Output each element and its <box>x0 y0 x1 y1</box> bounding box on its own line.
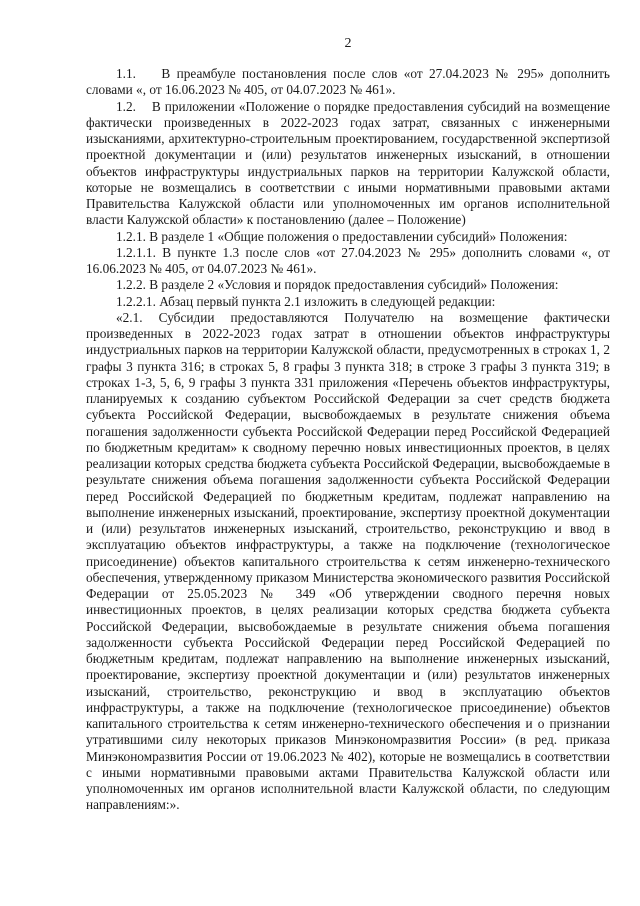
paragraph-1-2: 1.2. В приложении «Положение о порядке предоставления субсидий на возмещение фактически произведенных в 2022-2023 годах затрат, связанных с инженерными изысканиями, архитектурно-строительным проектированием, государственной экспертизой проектной документации и (или) результатов инженерных изысканий, в отношении объектов инфраструктуры индустриальных парков на территории Калужской области, которые не возмещались в соответствии с иными нормативными правовыми актами Правительства Калужской области или уполномоченных им органов исполнительной власти Калужской области» к постановлению (далее – Положение) <box>86 98 610 228</box>
paragraph-1-2-1-1: 1.2.1.1. В пункте 1.3 после слов «от 27.04.2023 № 295» дополнить словами «, от 16.06.2023 № 405, от 04.07.2023 № 461». <box>86 244 610 276</box>
paragraph-1-1: 1.1. В преамбуле постановления после слов «от 27.04.2023 № 295» дополнить словами «, от 16.06.2023 № 405, от 04.07.2023 № 461». <box>86 66 610 98</box>
paragraph-1-2-2-1: 1.2.2.1. Абзац первый пункта 2.1 изложить в следующей редакции: <box>116 293 496 309</box>
paragraph-1-2-1: 1.2.1. В разделе 1 «Общие положения о предоставлении субсидий» Положения: <box>116 228 568 244</box>
document-body <box>86 66 610 814</box>
page-number: 2 <box>344 36 352 51</box>
paragraph-2-1-text: «2.1. Субсидии предоставляются Получателю на возмещение фактически произведенных в 2022-2023 годах затрат в отношении объектов инфраструктуры индустриальных парков на территории Калужской области, предусмотренных в строках 1, 2 графы 3 пункта 316; в строках 5, 8 графы 3 пункта 318; в строке 3 графы 3 пункта 319; в строках 1-3, 5, 6, 9 графы 3 пункта 331 приложения «Перечень объектов инфраструктуры, планируемых к созданию субъектом Российской Федерации за счет средств бюджета субъекта Российской Федерации, высвобождаемых в результате снижения объема погашения задолженности субъекта Российской Федерации перед Российской Федерацией по бюджетным кредитам» к сводному перечню новых инвестиционных проектов, в целях реализации которых средства бюджета субъекта Российской Федерации, высвобождаемые в результате снижения объема погашения задолженности субъекта Российской Федерации перед Российской Федерацией по бюджетным кредитам, подлежат направлению на выполнение инженерных изысканий, проектирование, экспертизу проектной документации и (или) результатов инженерных изысканий, строительство, реконструкцию и ввод в эксплуатацию объектов инфраструктуры, а также на подключение (технологическое присоединение) объектов капитального строительства к сетям инженерно-технического обеспечения, утвержденному приказом Министерства экономического развития Российской Федерации от 25.05.2023 № 349 «Об утверждении сводного перечня новых инвестиционных проектов, в целях реализации которых средства бюджета субъекта Российской Федерации, высвобождаемые в результате снижения объема погашения задолженности субъекта Российской Федерации перед Российской Федерацией по бюджетным кредитам, подлежат направлению на выполнение инженерных изысканий, проектирование, экспертизу проектной документации и (или) результатов инженерных изысканий, строительство, реконструкцию и ввод в эксплуатацию объектов инфраструктуры, а также на подключение (технологическое присоединение) объектов капитального строительства к сетям инженерно-технического обеспечения и о признании утратившими силу некоторых приказов Минэкономразвития России» (в ред. приказа Минэкономразвития России от 19.06.2023 № 402), которые не возмещались в соответствии с иными нормативными правовыми актами Правительства Калужской области или уполномоченных им органов исполнительной власти Калужской области, по следующим направлениям:». <box>86 309 610 813</box>
paragraph-1-2-2: 1.2.2. В разделе 2 «Условия и порядок предоставления субсидий» Положения: <box>116 277 559 293</box>
